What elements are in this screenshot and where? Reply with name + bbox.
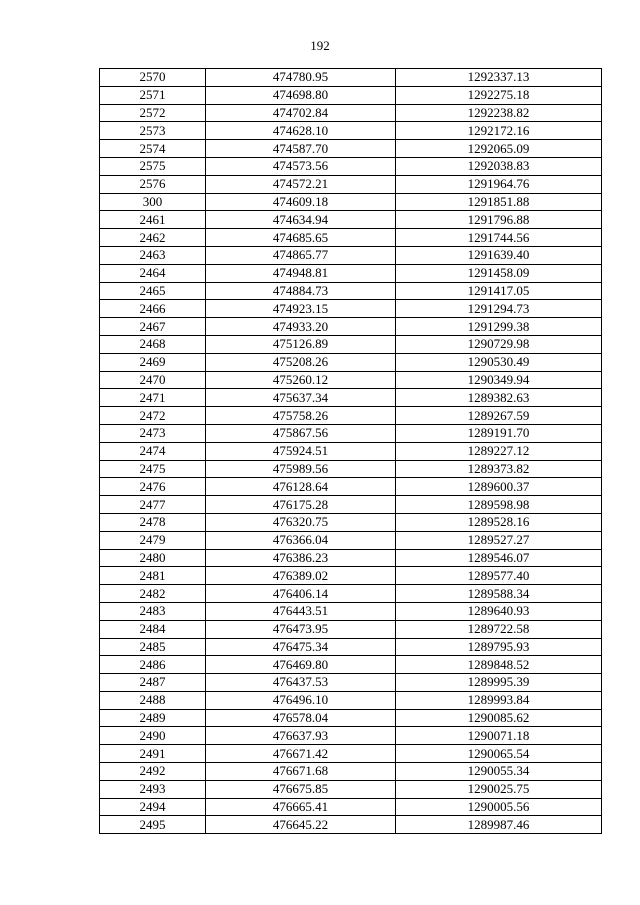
table-row (100, 353, 602, 371)
point-number-cell: 2486 (100, 656, 206, 674)
y-coordinate-cell: 1291639.40 (396, 246, 602, 264)
x-coordinate-cell: 475260.12 (206, 371, 396, 389)
x-coordinate-cell: 474573.56 (206, 157, 396, 175)
y-coordinate-cell: 1291744.56 (396, 229, 602, 247)
x-coordinate-cell: 475758.26 (206, 407, 396, 425)
x-coordinate-cell: 476175.28 (206, 496, 396, 514)
table-row (100, 816, 602, 834)
table-row (100, 389, 602, 407)
table-row (100, 780, 602, 798)
x-coordinate-cell: 476473.95 (206, 620, 396, 638)
y-coordinate-cell: 1289267.59 (396, 407, 602, 425)
y-coordinate-cell: 1289227.12 (396, 442, 602, 460)
y-coordinate-cell: 1290349.94 (396, 371, 602, 389)
table-row (100, 656, 602, 674)
x-coordinate-cell: 474780.95 (206, 69, 396, 87)
coordinate-table-body (100, 69, 602, 834)
point-number-cell: 2572 (100, 104, 206, 122)
table-row (100, 691, 602, 709)
y-coordinate-cell: 1291458.09 (396, 264, 602, 282)
table-row (100, 602, 602, 620)
table-row (100, 300, 602, 318)
y-coordinate-cell: 1289598.98 (396, 496, 602, 514)
y-coordinate-cell: 1289848.52 (396, 656, 602, 674)
point-number-cell: 2461 (100, 211, 206, 229)
point-number-cell: 2469 (100, 353, 206, 371)
y-coordinate-cell: 1289588.34 (396, 585, 602, 603)
table-row (100, 86, 602, 104)
table-row (100, 122, 602, 140)
point-number-cell: 2492 (100, 763, 206, 781)
table-row (100, 549, 602, 567)
point-number-cell: 2571 (100, 86, 206, 104)
table-row (100, 513, 602, 531)
y-coordinate-cell: 1290065.54 (396, 745, 602, 763)
x-coordinate-cell: 476637.93 (206, 727, 396, 745)
coordinate-table (99, 68, 602, 834)
y-coordinate-cell: 1289527.27 (396, 531, 602, 549)
table-row (100, 798, 602, 816)
y-coordinate-cell: 1289577.40 (396, 567, 602, 585)
table-row (100, 407, 602, 425)
table-row (100, 424, 602, 442)
table-row (100, 175, 602, 193)
table-row (100, 638, 602, 656)
y-coordinate-cell: 1292038.83 (396, 157, 602, 175)
table-row (100, 211, 602, 229)
table-row (100, 335, 602, 353)
point-number-cell: 2480 (100, 549, 206, 567)
table-row (100, 193, 602, 211)
table-row (100, 229, 602, 247)
point-number-cell: 2494 (100, 798, 206, 816)
y-coordinate-cell: 1292065.09 (396, 140, 602, 158)
point-number-cell: 2478 (100, 513, 206, 531)
point-number-cell: 2468 (100, 335, 206, 353)
x-coordinate-cell: 476645.22 (206, 816, 396, 834)
table-row (100, 318, 602, 336)
table-row (100, 69, 602, 87)
point-number-cell: 2472 (100, 407, 206, 425)
x-coordinate-cell: 474628.10 (206, 122, 396, 140)
point-number-cell: 2476 (100, 478, 206, 496)
point-number-cell: 2475 (100, 460, 206, 478)
y-coordinate-cell: 1290530.49 (396, 353, 602, 371)
point-number-cell: 2481 (100, 567, 206, 585)
table-row (100, 246, 602, 264)
x-coordinate-cell: 474685.65 (206, 229, 396, 247)
table-row (100, 371, 602, 389)
x-coordinate-cell: 474865.77 (206, 246, 396, 264)
x-coordinate-cell: 476578.04 (206, 709, 396, 727)
table-row (100, 442, 602, 460)
x-coordinate-cell: 476675.85 (206, 780, 396, 798)
table-row (100, 460, 602, 478)
y-coordinate-cell: 1289993.84 (396, 691, 602, 709)
table-row (100, 763, 602, 781)
y-coordinate-cell: 1289528.16 (396, 513, 602, 531)
point-number-cell: 2488 (100, 691, 206, 709)
point-number-cell: 2487 (100, 674, 206, 692)
x-coordinate-cell: 475208.26 (206, 353, 396, 371)
x-coordinate-cell: 474572.21 (206, 175, 396, 193)
point-number-cell: 2574 (100, 140, 206, 158)
point-number-cell: 2573 (100, 122, 206, 140)
x-coordinate-cell: 475637.34 (206, 389, 396, 407)
table-row (100, 585, 602, 603)
point-number-cell: 2465 (100, 282, 206, 300)
x-coordinate-cell: 476128.64 (206, 478, 396, 496)
point-number-cell: 2484 (100, 620, 206, 638)
y-coordinate-cell: 1289795.93 (396, 638, 602, 656)
y-coordinate-cell: 1290005.56 (396, 798, 602, 816)
x-coordinate-cell: 474634.94 (206, 211, 396, 229)
x-coordinate-cell: 476389.02 (206, 567, 396, 585)
x-coordinate-cell: 476496.10 (206, 691, 396, 709)
y-coordinate-cell: 1289191.70 (396, 424, 602, 442)
y-coordinate-cell: 1290025.75 (396, 780, 602, 798)
point-number-cell: 2470 (100, 371, 206, 389)
point-number-cell: 2491 (100, 745, 206, 763)
x-coordinate-cell: 474948.81 (206, 264, 396, 282)
y-coordinate-cell: 1289640.93 (396, 602, 602, 620)
x-coordinate-cell: 476366.04 (206, 531, 396, 549)
point-number-cell: 2463 (100, 246, 206, 264)
y-coordinate-cell: 1289373.82 (396, 460, 602, 478)
y-coordinate-cell: 1289600.37 (396, 478, 602, 496)
y-coordinate-cell: 1292238.82 (396, 104, 602, 122)
x-coordinate-cell: 474609.18 (206, 193, 396, 211)
y-coordinate-cell: 1289995.39 (396, 674, 602, 692)
x-coordinate-cell: 476320.75 (206, 513, 396, 531)
page-number: 192 (310, 38, 330, 53)
y-coordinate-cell: 1291851.88 (396, 193, 602, 211)
table-row (100, 567, 602, 585)
y-coordinate-cell: 1290729.98 (396, 335, 602, 353)
table-row (100, 674, 602, 692)
table-row (100, 496, 602, 514)
table-row (100, 264, 602, 282)
y-coordinate-cell: 1292172.16 (396, 122, 602, 140)
y-coordinate-cell: 1289987.46 (396, 816, 602, 834)
point-number-cell: 300 (100, 193, 206, 211)
x-coordinate-cell: 474587.70 (206, 140, 396, 158)
point-number-cell: 2471 (100, 389, 206, 407)
x-coordinate-cell: 475126.89 (206, 335, 396, 353)
table-row (100, 727, 602, 745)
table-row (100, 531, 602, 549)
table-row (100, 745, 602, 763)
x-coordinate-cell: 476665.41 (206, 798, 396, 816)
point-number-cell: 2482 (100, 585, 206, 603)
x-coordinate-cell: 474884.73 (206, 282, 396, 300)
y-coordinate-cell: 1291796.88 (396, 211, 602, 229)
x-coordinate-cell: 476469.80 (206, 656, 396, 674)
y-coordinate-cell: 1291294.73 (396, 300, 602, 318)
point-number-cell: 2462 (100, 229, 206, 247)
x-coordinate-cell: 475989.56 (206, 460, 396, 478)
y-coordinate-cell: 1289382.63 (396, 389, 602, 407)
y-coordinate-cell: 1290085.62 (396, 709, 602, 727)
y-coordinate-cell: 1291299.38 (396, 318, 602, 336)
x-coordinate-cell: 474933.20 (206, 318, 396, 336)
x-coordinate-cell: 476443.51 (206, 602, 396, 620)
y-coordinate-cell: 1292337.13 (396, 69, 602, 87)
point-number-cell: 2467 (100, 318, 206, 336)
y-coordinate-cell: 1292275.18 (396, 86, 602, 104)
y-coordinate-cell: 1291417.05 (396, 282, 602, 300)
point-number-cell: 2466 (100, 300, 206, 318)
x-coordinate-cell: 474702.84 (206, 104, 396, 122)
point-number-cell: 2477 (100, 496, 206, 514)
point-number-cell: 2473 (100, 424, 206, 442)
y-coordinate-cell: 1289722.58 (396, 620, 602, 638)
x-coordinate-cell: 474923.15 (206, 300, 396, 318)
x-coordinate-cell: 476437.53 (206, 674, 396, 692)
point-number-cell: 2576 (100, 175, 206, 193)
point-number-cell: 2495 (100, 816, 206, 834)
y-coordinate-cell: 1290055.34 (396, 763, 602, 781)
point-number-cell: 2485 (100, 638, 206, 656)
table-row (100, 478, 602, 496)
y-coordinate-cell: 1289546.07 (396, 549, 602, 567)
table-row (100, 282, 602, 300)
table-row (100, 620, 602, 638)
table-row (100, 140, 602, 158)
y-coordinate-cell: 1290071.18 (396, 727, 602, 745)
x-coordinate-cell: 474698.80 (206, 86, 396, 104)
table-row (100, 709, 602, 727)
x-coordinate-cell: 476671.42 (206, 745, 396, 763)
point-number-cell: 2483 (100, 602, 206, 620)
point-number-cell: 2464 (100, 264, 206, 282)
point-number-cell: 2490 (100, 727, 206, 745)
x-coordinate-cell: 475924.51 (206, 442, 396, 460)
point-number-cell: 2474 (100, 442, 206, 460)
table-row (100, 157, 602, 175)
point-number-cell: 2493 (100, 780, 206, 798)
table-row (100, 104, 602, 122)
x-coordinate-cell: 476406.14 (206, 585, 396, 603)
y-coordinate-cell: 1291964.76 (396, 175, 602, 193)
point-number-cell: 2575 (100, 157, 206, 175)
x-coordinate-cell: 476475.34 (206, 638, 396, 656)
x-coordinate-cell: 476671.68 (206, 763, 396, 781)
point-number-cell: 2570 (100, 69, 206, 87)
point-number-cell: 2489 (100, 709, 206, 727)
point-number-cell: 2479 (100, 531, 206, 549)
x-coordinate-cell: 475867.56 (206, 424, 396, 442)
x-coordinate-cell: 476386.23 (206, 549, 396, 567)
